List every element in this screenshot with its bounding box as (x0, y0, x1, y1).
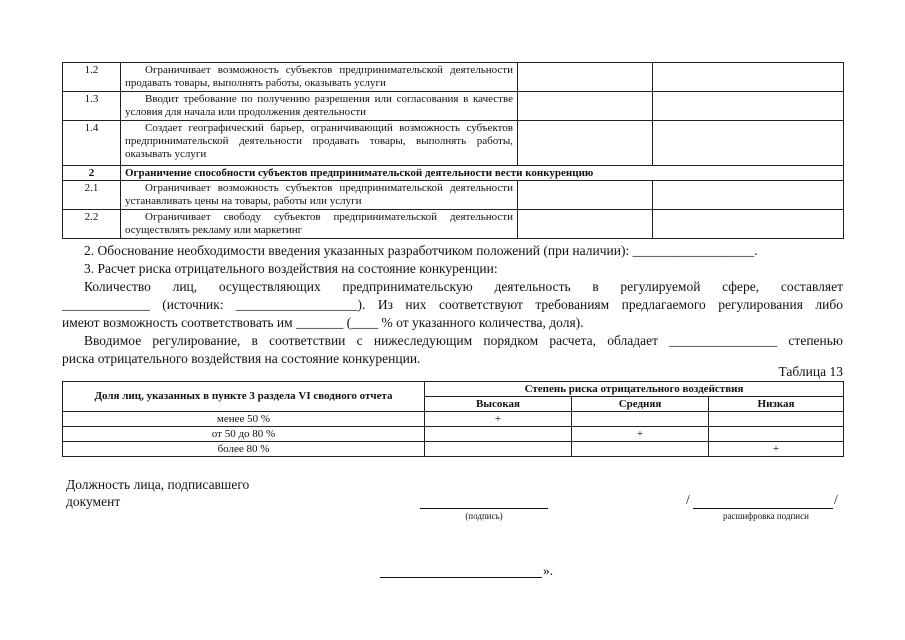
share-cell: менее 50 % (63, 412, 425, 427)
signature-caption: (подпись) (465, 511, 503, 521)
row-number: 2.2 (63, 210, 121, 239)
empty-cell (653, 210, 844, 239)
empty-cell (518, 210, 653, 239)
high-cell (425, 427, 572, 442)
paragraph-count-line1: Количество лиц, осуществляющих предпринимательскую деятельность в регулируемой сфере, составляет (84, 279, 843, 294)
table-row (63, 210, 844, 239)
empty-cell (653, 181, 844, 210)
decode-slash-left: / (686, 492, 690, 507)
table-row (63, 412, 844, 427)
table-row (63, 121, 844, 166)
decode-line[interactable] (693, 494, 833, 509)
empty-cell (518, 121, 653, 166)
share-cell: более 80 % (63, 442, 425, 457)
signature-line[interactable] (420, 494, 548, 509)
low-cell (709, 412, 844, 427)
medium-cell (572, 412, 709, 427)
table-row (63, 427, 844, 442)
medium-cell (572, 442, 709, 457)
row-number: 2 (63, 166, 121, 181)
row-text: Создает географический барьер, ограничивающий возможность субъектов предпринимательской деятельности продавать товары, выполнять работы, оказывать услуги (121, 121, 518, 166)
decode-slash-right: / (834, 492, 838, 507)
row-text: Ограничивает возможность субъектов предпринимательской деятельности продавать товары, выполнять работы, оказывать услуги (121, 63, 518, 92)
header-medium: Средняя (572, 397, 709, 412)
empty-cell (518, 181, 653, 210)
paragraph-risk-calc: 3. Расчет риска отрицательного воздействия на состояние конкуренции: (84, 261, 498, 276)
row-number: 2.1 (63, 181, 121, 210)
paragraph-count-line2: _____________ (источник: __________________). Из них соответствуют требованиям предлагаемого регулирования либо (62, 297, 843, 312)
table-caption: Таблица 13 (778, 364, 843, 379)
table-row (63, 63, 844, 92)
empty-cell (653, 92, 844, 121)
row-text: Ограничивает свободу субъектов предпринимательской деятельности осуществлять рекламу или маркетинг (121, 210, 518, 239)
paragraph-count-line3: имеют возможность соответствовать им _______ (____ % от указанного количества, доля). (62, 315, 584, 330)
low-cell (709, 427, 844, 442)
closing-quote: ». (543, 563, 554, 578)
empty-cell (653, 121, 844, 166)
paragraph-regulation-line2: риска отрицательного воздействия на состояние конкуренции. (62, 351, 421, 366)
empty-cell (518, 63, 653, 92)
decode-caption: расшифровка подписи (723, 511, 809, 521)
competition-restrictions-table (62, 62, 844, 239)
row-number: 1.3 (63, 92, 121, 121)
high-cell: + (425, 412, 572, 427)
row-text: Ограничивает возможность субъектов предпринимательской деятельности устанавливать цены на товары, работы или услуги (121, 181, 518, 210)
high-cell (425, 442, 572, 457)
share-cell: от 50 до 80 % (63, 427, 425, 442)
paragraph-justification: 2. Обоснование необходимости введения указанных разработчиком положений (при наличии): __________________. (84, 243, 758, 258)
section-title: Ограничение способности субъектов предпринимательской деятельности вести конкуренцию (121, 166, 844, 181)
empty-cell (518, 92, 653, 121)
date-line[interactable] (380, 563, 542, 578)
signer-position-label: Должность лица, подписавшего документ (66, 477, 250, 509)
header-low: Низкая (709, 397, 844, 412)
risk-degree-table (62, 381, 844, 457)
table-row (63, 442, 844, 457)
row-text: Вводит требование по получению разрешения или согласования в качестве условия для начала или продолжения деятельности (121, 92, 518, 121)
header-high: Высокая (425, 397, 572, 412)
header-risk-degree: Степень риска отрицательного воздействия (425, 382, 844, 397)
low-cell: + (709, 442, 844, 457)
header-share: Доля лиц, указанных в пункте 3 раздела VI сводного отчета (63, 382, 425, 412)
table-row (63, 181, 844, 210)
section-row (63, 166, 844, 181)
paragraph-regulation-line1: Вводимое регулирование, в соответствии с нижеследующим порядком расчета, обладает ________________ степенью (84, 333, 843, 348)
row-number: 1.4 (63, 121, 121, 166)
medium-cell: + (572, 427, 709, 442)
empty-cell (653, 63, 844, 92)
row-number: 1.2 (63, 63, 121, 92)
table-row (63, 92, 844, 121)
